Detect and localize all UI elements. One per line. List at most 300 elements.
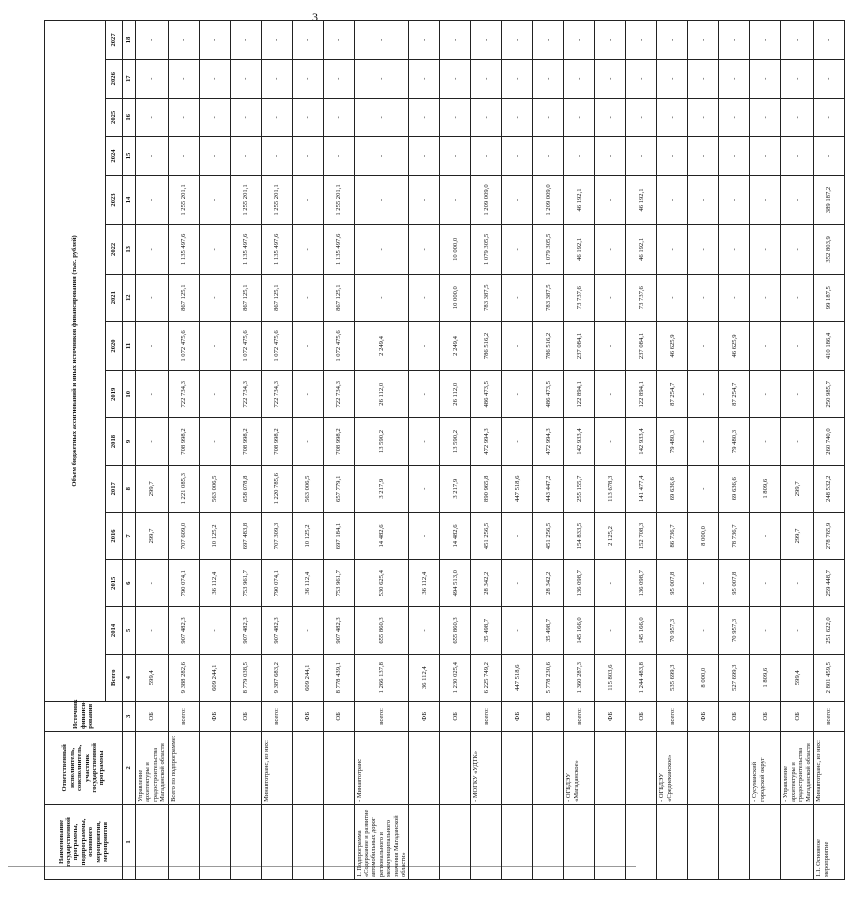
amount-cell: 237 084,1 xyxy=(564,321,595,370)
amount-cell: 708 998,2 xyxy=(323,418,354,465)
amount-cell: 2 801 459,5 xyxy=(814,654,845,701)
responsible-cell: Управление архитектуры и градостроительства Магаданской области xyxy=(136,731,169,804)
amount-cell: - xyxy=(502,321,533,370)
amount-cell: 70 957,3 xyxy=(657,607,688,654)
amount-cell: 790 074,1 xyxy=(261,560,292,607)
amount-cell: - xyxy=(533,59,564,98)
amount-cell: - xyxy=(440,59,471,98)
table-row xyxy=(323,21,354,880)
amount-cell: - xyxy=(750,274,781,321)
amount-cell: 141 477,4 xyxy=(626,465,657,512)
amount-cell: - xyxy=(502,560,533,607)
program-name-cell xyxy=(533,804,564,879)
col-header-source: Источник финанси-рования xyxy=(45,701,123,731)
amount-cell: - xyxy=(502,418,533,465)
amount-cell: - xyxy=(409,175,440,224)
amount-cell: - xyxy=(199,225,230,274)
amount-cell: - xyxy=(136,175,169,224)
source-cell: всего: xyxy=(471,701,502,731)
responsible-cell xyxy=(292,731,323,804)
source-cell: ОБ xyxy=(719,701,750,731)
col-header-responsible: Ответственный исполнитель, соисполнитель, участник государственной программы xyxy=(45,731,123,804)
amount-cell: 1 135 497,6 xyxy=(323,225,354,274)
amount-cell: - xyxy=(199,21,230,60)
amount-cell: - xyxy=(136,371,169,418)
amount-cell: 1 255 201,1 xyxy=(261,175,292,224)
amount-cell: 142 933,4 xyxy=(564,418,595,465)
amount-cell: 9 387 683,2 xyxy=(261,654,292,701)
amount-cell: - xyxy=(440,175,471,224)
amount-cell: 46 192,1 xyxy=(626,175,657,224)
column-index-row xyxy=(123,21,136,880)
amount-cell: 46 192,1 xyxy=(564,175,595,224)
amount-cell: 447 518,6 xyxy=(502,654,533,701)
col-header-group: Объем бюджетных ассигнований и иных источников финансирования (тыс. рублей) xyxy=(45,21,106,702)
amount-cell: 36 112,4 xyxy=(409,560,440,607)
amount-cell: 786 516,2 xyxy=(533,321,564,370)
amount-cell: - xyxy=(199,175,230,224)
amount-cell: - xyxy=(719,98,750,137)
source-cell: ОБ xyxy=(750,701,781,731)
amount-cell: - xyxy=(292,137,323,176)
responsible-cell: Минавтотранс, из них: xyxy=(261,731,292,804)
amount-cell: 389 187,2 xyxy=(814,175,845,224)
amount-cell: 73 737,6 xyxy=(564,274,595,321)
amount-cell: - xyxy=(781,225,814,274)
amount-cell: - xyxy=(199,98,230,137)
amount-cell: - xyxy=(136,21,169,60)
col-header-year: 2022 xyxy=(106,225,123,274)
amount-cell: 907 482,3 xyxy=(230,607,261,654)
amount-cell: 890 965,8 xyxy=(471,465,502,512)
table-row xyxy=(354,21,409,880)
amount-cell: - xyxy=(657,225,688,274)
amount-cell: - xyxy=(814,137,845,176)
program-name-cell xyxy=(781,804,814,879)
amount-cell: - xyxy=(230,21,261,60)
amount-cell: - xyxy=(199,607,230,654)
amount-cell: 10 125,2 xyxy=(199,512,230,559)
amount-cell: 250 985,7 xyxy=(814,371,845,418)
amount-cell: - xyxy=(688,21,719,60)
col-header-year: 2023 xyxy=(106,175,123,224)
amount-cell: - xyxy=(688,137,719,176)
col-header-year: 2015 xyxy=(106,560,123,607)
amount-cell: 115 803,6 xyxy=(595,654,626,701)
amount-cell: 36 112,4 xyxy=(409,654,440,701)
amount-cell: - xyxy=(626,59,657,98)
responsible-cell: - ОГБДЭУ «Среднеканское» xyxy=(657,731,688,804)
amount-cell: 154 833,5 xyxy=(564,512,595,559)
amount-cell: - xyxy=(471,137,502,176)
amount-cell: 86 736,7 xyxy=(657,512,688,559)
amount-cell: - xyxy=(199,418,230,465)
column-index: 9 xyxy=(123,418,136,465)
amount-cell: - xyxy=(750,371,781,418)
table-row xyxy=(471,21,502,880)
amount-cell: - xyxy=(595,560,626,607)
col-header-name: Наименование государственной программы, подпрограммы, основного мероприятия, мероприятия xyxy=(45,804,123,879)
amount-cell: 152 708,3 xyxy=(626,512,657,559)
amount-cell: 697 184,1 xyxy=(323,512,354,559)
program-name-cell xyxy=(719,804,750,879)
amount-cell: - xyxy=(409,607,440,654)
amount-cell: - xyxy=(595,418,626,465)
source-cell: всего: xyxy=(814,701,845,731)
amount-cell: - xyxy=(292,225,323,274)
amount-cell: - xyxy=(354,225,409,274)
source-cell: ФБ xyxy=(502,701,533,731)
amount-cell: 3 217,9 xyxy=(354,465,409,512)
amount-cell: - xyxy=(440,98,471,137)
amount-cell: - xyxy=(261,59,292,98)
amount-cell: 1 360 287,3 xyxy=(564,654,595,701)
amount-cell: 87 254,7 xyxy=(719,371,750,418)
amount-cell: 10 000,0 xyxy=(440,225,471,274)
amount-cell: 783 387,5 xyxy=(471,274,502,321)
amount-cell: - xyxy=(781,21,814,60)
amount-cell: 13 590,2 xyxy=(354,418,409,465)
amount-cell: - xyxy=(657,21,688,60)
amount-cell: - xyxy=(657,137,688,176)
amount-cell: 8 000,0 xyxy=(688,654,719,701)
amount-cell: - xyxy=(688,321,719,370)
amount-cell: 1 809,6 xyxy=(750,654,781,701)
amount-cell: 1 220 785,6 xyxy=(261,465,292,512)
amount-cell: - xyxy=(595,21,626,60)
amount-cell: - xyxy=(136,321,169,370)
amount-cell: - xyxy=(502,607,533,654)
program-name-cell xyxy=(471,804,502,879)
program-name-cell xyxy=(440,804,471,879)
amount-cell: 722 734,3 xyxy=(168,371,199,418)
amount-cell: - xyxy=(354,137,409,176)
amount-cell: 486 473,5 xyxy=(471,371,502,418)
amount-cell: - xyxy=(292,418,323,465)
amount-cell: - xyxy=(409,465,440,512)
amount-cell: - xyxy=(719,21,750,60)
amount-cell: 1 809,6 xyxy=(750,465,781,512)
amount-cell: 69 636,6 xyxy=(657,465,688,512)
table-row xyxy=(261,21,292,880)
amount-cell: - xyxy=(409,321,440,370)
amount-cell: - xyxy=(136,225,169,274)
amount-cell: 46 625,9 xyxy=(657,321,688,370)
amount-cell: - xyxy=(168,98,199,137)
amount-cell: 113 678,3 xyxy=(595,465,626,512)
amount-cell: 248 532,2 xyxy=(814,465,845,512)
amount-cell: - xyxy=(719,175,750,224)
amount-cell: - xyxy=(409,225,440,274)
program-name-cell: 1.1. Основное мероприятие xyxy=(814,804,845,879)
amount-cell: - xyxy=(471,98,502,137)
amount-cell: - xyxy=(750,21,781,60)
amount-cell: 136 098,7 xyxy=(626,560,657,607)
table-row xyxy=(564,21,595,880)
amount-cell: 486 473,5 xyxy=(533,371,564,418)
col-header-year: 2019 xyxy=(106,371,123,418)
table-row xyxy=(230,21,261,880)
col-header-year: 2021 xyxy=(106,274,123,321)
amount-cell: - xyxy=(688,274,719,321)
amount-cell: - xyxy=(292,321,323,370)
responsible-cell xyxy=(533,731,564,804)
source-cell: ФБ xyxy=(688,701,719,731)
amount-cell: - xyxy=(750,560,781,607)
amount-cell: - xyxy=(595,98,626,137)
amount-cell: - xyxy=(471,21,502,60)
amount-cell: - xyxy=(323,59,354,98)
amount-cell: - xyxy=(136,418,169,465)
column-index: 2 xyxy=(123,731,136,804)
amount-cell: - xyxy=(409,371,440,418)
amount-cell: - xyxy=(781,560,814,607)
amount-cell: 10 000,0 xyxy=(440,274,471,321)
amount-cell: 1 266 137,8 xyxy=(354,654,409,701)
amount-cell: 1 072 475,6 xyxy=(261,321,292,370)
amount-cell: - xyxy=(657,59,688,98)
amount-cell: - xyxy=(354,59,409,98)
column-index: 4 xyxy=(123,654,136,701)
amount-cell: - xyxy=(168,21,199,60)
column-index: 14 xyxy=(123,175,136,224)
amount-cell: 122 894,1 xyxy=(564,371,595,418)
responsible-cell xyxy=(688,731,719,804)
program-name-cell xyxy=(688,804,719,879)
amount-cell: - xyxy=(688,59,719,98)
amount-cell: - xyxy=(136,560,169,607)
responsible-cell xyxy=(502,731,533,804)
amount-cell: - xyxy=(595,607,626,654)
amount-cell: - xyxy=(814,21,845,60)
amount-cell: 1 079 305,5 xyxy=(471,225,502,274)
table-row xyxy=(626,21,657,880)
amount-cell: - xyxy=(230,59,261,98)
amount-cell: 35 498,7 xyxy=(533,607,564,654)
amount-cell: 299,7 xyxy=(781,512,814,559)
source-cell: всего: xyxy=(261,701,292,731)
amount-cell: 73 737,6 xyxy=(626,274,657,321)
amount-cell: - xyxy=(502,59,533,98)
responsible-cell: - ОГБДЭУ «Магаданское» xyxy=(564,731,595,804)
amount-cell: 8 000,0 xyxy=(688,512,719,559)
amount-cell: - xyxy=(781,137,814,176)
responsible-cell: - Управление архитектуры и градостроительства Магаданской области xyxy=(781,731,814,804)
column-index: 15 xyxy=(123,137,136,176)
amount-cell: 599,4 xyxy=(136,654,169,701)
amount-cell: - xyxy=(688,607,719,654)
amount-cell: - xyxy=(440,137,471,176)
amount-cell: 658 078,8 xyxy=(230,465,261,512)
source-cell: всего: xyxy=(657,701,688,731)
amount-cell: 260 740,0 xyxy=(814,418,845,465)
amount-cell: - xyxy=(688,175,719,224)
amount-cell: 472 994,3 xyxy=(471,418,502,465)
amount-cell: - xyxy=(688,225,719,274)
column-index: 8 xyxy=(123,465,136,512)
amount-cell: - xyxy=(688,371,719,418)
amount-cell: - xyxy=(750,321,781,370)
amount-cell: - xyxy=(750,607,781,654)
amount-cell: - xyxy=(502,371,533,418)
amount-cell: 2 249,4 xyxy=(440,321,471,370)
amount-cell: - xyxy=(199,371,230,418)
amount-cell: - xyxy=(595,274,626,321)
amount-cell: - xyxy=(136,137,169,176)
amount-cell: - xyxy=(292,175,323,224)
responsible-cell: - Минавтотранс xyxy=(354,731,409,804)
responsible-cell xyxy=(409,731,440,804)
amount-cell: - xyxy=(292,371,323,418)
column-index: 12 xyxy=(123,274,136,321)
responsible-cell xyxy=(440,731,471,804)
amount-cell: - xyxy=(688,465,719,512)
amount-cell: - xyxy=(750,137,781,176)
amount-cell: 1 072 475,6 xyxy=(323,321,354,370)
amount-cell: - xyxy=(502,21,533,60)
amount-cell: - xyxy=(199,59,230,98)
program-name-cell xyxy=(657,804,688,879)
amount-cell: - xyxy=(626,21,657,60)
amount-cell: - xyxy=(409,418,440,465)
amount-cell: 299,7 xyxy=(136,512,169,559)
amount-cell: 609 244,1 xyxy=(199,654,230,701)
amount-cell: - xyxy=(719,225,750,274)
table-row xyxy=(814,21,845,880)
amount-cell: 237 084,1 xyxy=(626,321,657,370)
table-row xyxy=(199,21,230,880)
column-index: 13 xyxy=(123,225,136,274)
source-cell: ФБ xyxy=(292,701,323,731)
amount-cell: - xyxy=(750,175,781,224)
amount-cell: - xyxy=(199,137,230,176)
amount-cell: 3 217,9 xyxy=(440,465,471,512)
amount-cell: - xyxy=(354,21,409,60)
amount-cell: 527 699,3 xyxy=(719,654,750,701)
table-row xyxy=(440,21,471,880)
responsible-cell: - МОГКУ «УДТК» xyxy=(471,731,502,804)
amount-cell: - xyxy=(409,274,440,321)
amount-cell: 783 387,5 xyxy=(533,274,564,321)
amount-cell: 8 778 439,1 xyxy=(323,654,354,701)
amount-cell: - xyxy=(502,98,533,137)
amount-cell: - xyxy=(168,137,199,176)
amount-cell: 707 609,0 xyxy=(168,512,199,559)
amount-cell: 26 112,0 xyxy=(440,371,471,418)
col-header-year: 2018 xyxy=(106,418,123,465)
amount-cell: - xyxy=(292,21,323,60)
program-name-cell xyxy=(595,804,626,879)
amount-cell: - xyxy=(354,274,409,321)
amount-cell: 95 007,8 xyxy=(657,560,688,607)
amount-cell: - xyxy=(595,371,626,418)
amount-cell: - xyxy=(502,137,533,176)
source-cell: ОБ xyxy=(323,701,354,731)
col-header-year: 2016 xyxy=(106,512,123,559)
amount-cell: - xyxy=(626,98,657,137)
amount-cell: 786 516,2 xyxy=(471,321,502,370)
amount-cell: 1 209 009,0 xyxy=(533,175,564,224)
amount-cell: - xyxy=(781,371,814,418)
amount-cell: - xyxy=(136,59,169,98)
table-row xyxy=(533,21,564,880)
amount-cell: - xyxy=(595,225,626,274)
amount-cell: 2 249,4 xyxy=(354,321,409,370)
amount-cell: - xyxy=(136,607,169,654)
amount-cell: - xyxy=(409,98,440,137)
amount-cell: 251 622,0 xyxy=(814,607,845,654)
amount-cell: 657 779,1 xyxy=(323,465,354,512)
program-name-cell xyxy=(626,804,657,879)
amount-cell: - xyxy=(688,560,719,607)
amount-cell: 142 933,4 xyxy=(626,418,657,465)
amount-cell: 410 186,4 xyxy=(814,321,845,370)
amount-cell: 753 961,7 xyxy=(230,560,261,607)
amount-cell: 9 388 282,6 xyxy=(168,654,199,701)
amount-cell: - xyxy=(323,21,354,60)
amount-cell: 907 482,3 xyxy=(323,607,354,654)
amount-cell: - xyxy=(533,137,564,176)
responsible-cell: - Сусуманский городской округ xyxy=(750,731,781,804)
source-cell: ОБ xyxy=(230,701,261,731)
amount-cell: - xyxy=(409,21,440,60)
amount-cell: - xyxy=(409,59,440,98)
amount-cell: 35 498,7 xyxy=(471,607,502,654)
amount-cell: 1 072 475,6 xyxy=(168,321,199,370)
amount-cell: 1 072 475,6 xyxy=(230,321,261,370)
amount-cell: 472 994,3 xyxy=(533,418,564,465)
amount-cell: - xyxy=(409,512,440,559)
source-cell: ОБ xyxy=(781,701,814,731)
amount-cell: - xyxy=(781,175,814,224)
column-index: 16 xyxy=(123,98,136,137)
source-cell: всего: xyxy=(168,701,199,731)
amount-cell: - xyxy=(471,59,502,98)
table-row xyxy=(409,21,440,880)
program-name-cell xyxy=(292,804,323,879)
source-cell: ФБ xyxy=(409,701,440,731)
amount-cell: - xyxy=(750,512,781,559)
responsible-cell xyxy=(323,731,354,804)
column-index: 17 xyxy=(123,59,136,98)
amount-cell: 46 192,1 xyxy=(626,225,657,274)
amount-cell: 599,4 xyxy=(781,654,814,701)
column-index: 6 xyxy=(123,560,136,607)
column-index: 11 xyxy=(123,321,136,370)
table-row xyxy=(502,21,533,880)
amount-cell: - xyxy=(781,418,814,465)
amount-cell: 6 225 749,2 xyxy=(471,654,502,701)
program-name-cell xyxy=(199,804,230,879)
col-header-year: 2026 xyxy=(106,59,123,98)
amount-cell: - xyxy=(750,59,781,98)
amount-cell: 87 254,7 xyxy=(657,371,688,418)
amount-cell: 563 006,5 xyxy=(292,465,323,512)
amount-cell: 136 098,7 xyxy=(564,560,595,607)
amount-cell: 26 112,0 xyxy=(354,371,409,418)
amount-cell: - xyxy=(781,274,814,321)
amount-cell: - xyxy=(261,137,292,176)
amount-cell: - xyxy=(292,98,323,137)
source-cell: ОБ xyxy=(440,701,471,731)
amount-cell: 259 448,7 xyxy=(814,560,845,607)
amount-cell: - xyxy=(719,59,750,98)
amount-cell: - xyxy=(564,59,595,98)
page-number: 3 xyxy=(312,10,318,24)
amount-cell: 145 166,0 xyxy=(626,607,657,654)
financing-table xyxy=(44,20,845,880)
amount-cell: - xyxy=(502,512,533,559)
